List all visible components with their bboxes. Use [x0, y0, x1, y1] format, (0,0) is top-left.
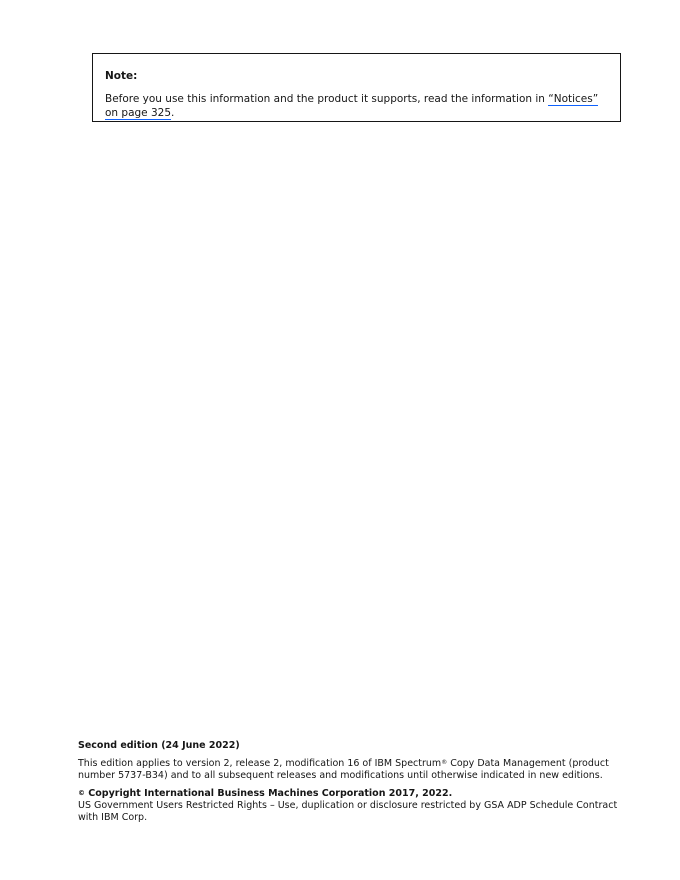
note-heading: Note:	[105, 70, 138, 82]
note-text-before-link: Before you use this information and the product it supports, read the information in	[105, 93, 549, 105]
notices-link[interactable]: “Notices” on page 325	[105, 93, 599, 119]
note-text-after-link: .	[171, 107, 175, 119]
edition-text	[78, 758, 618, 782]
colophon	[78, 740, 618, 824]
edition-title: Second edition (24 June 2022)	[78, 740, 240, 751]
registered-mark: ®	[441, 759, 448, 766]
note-box	[92, 53, 621, 122]
copyright-symbol: ©	[78, 789, 85, 797]
copyright-text: Copyright International Business Machines Corporation 2017, 2022.	[85, 788, 453, 799]
edition-text-part2: Copy Data Management (product number 5737-B34) and to all subsequent releases and modifications until otherwise indicated in new editions.	[78, 758, 609, 781]
restricted-rights-text: US Government Users Restricted Rights – Use, duplication or disclosure restricted by GSA ADP Schedule Contract with IBM Corp.	[78, 800, 618, 823]
edition-text-part1: This edition applies to version 2, release 2, modification 16 of IBM Spectrum	[78, 758, 442, 769]
note-text	[105, 92, 608, 120]
copyright-line	[78, 788, 618, 800]
